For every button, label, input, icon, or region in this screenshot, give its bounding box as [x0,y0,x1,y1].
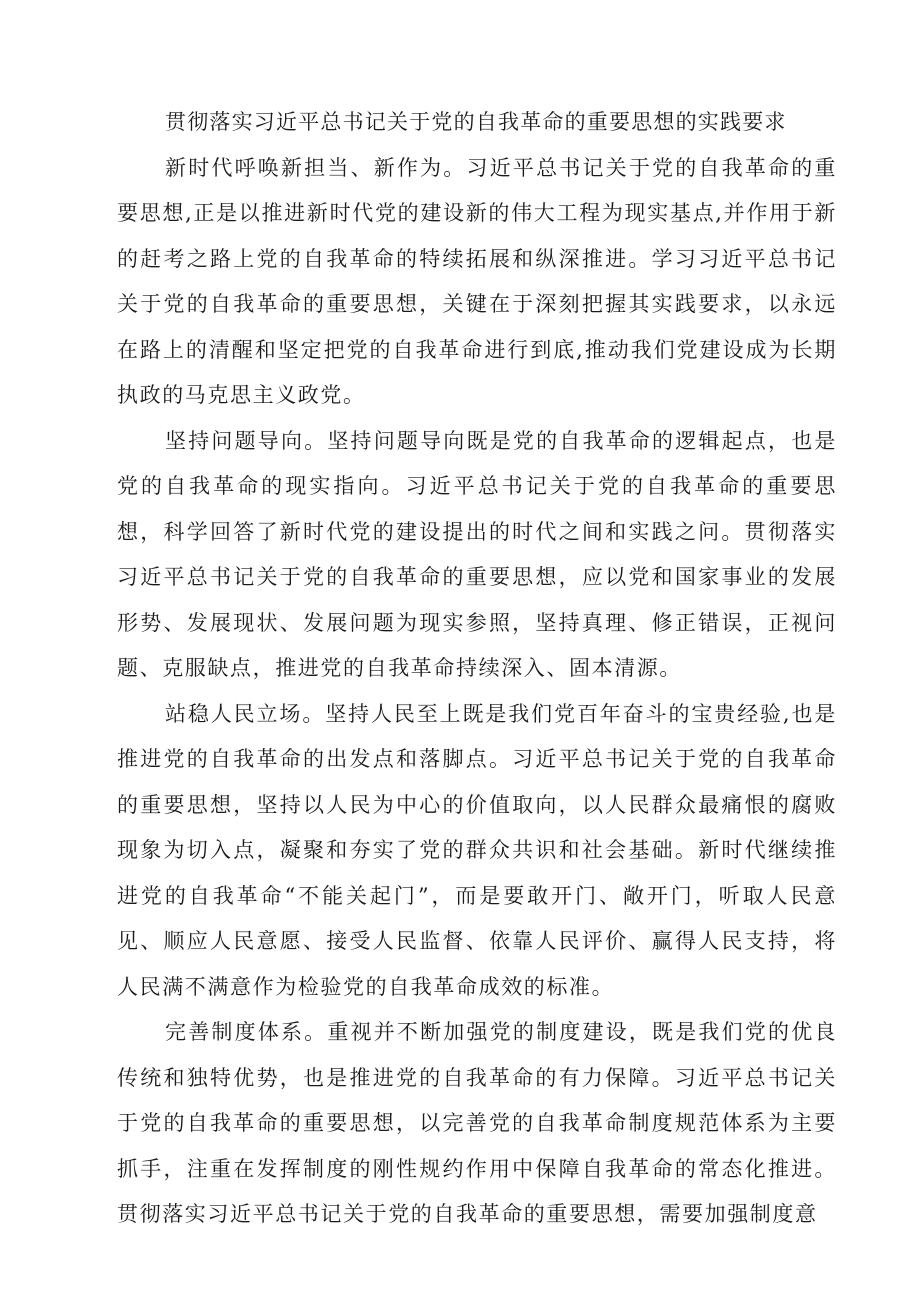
document-title: 贯彻落实习近平总书记关于党的自我革命的重要思想的实践要求 [165,110,787,134]
paragraph-intro: 新时代呼唤新担当、新作为。习近平总书记关于党的自我革命的重要思想,正是以推进新时代党的建设新的伟大工程为现实基点,并作用于新的赶考之路上党的自我革命的特续拓展和纵深推进。学习习近平总书记关于党的自我革命的重要思想，关键在于深刻把握其实践要求，以永远在路上的清醒和坚定把党的自我革命进行到底,推动我们党建设成为长期执政的马克思主义政党。 [117,155,837,407]
paragraph-people-stance: 站稳人民立场。坚持人民至上既是我们党百年奋斗的宝贵经验,也是推进党的自我革命的出发点和落脚点。习近平总书记关于党的自我革命的重要思想，坚持以人民为中心的价值取向，以人民群众最痛恨的腐败现象为切入点，凝聚和夯实了党的群众共识和社会基础。新时代继续推进党的自我革命“不能关起门”，而是要敢开门、敞开门，听取人民意见、顺应人民意愿、接受人民监督、依靠人民评价、赢得人民支持，将人民满不满意作为检验党的自我革命成效的标准。 [117,701,837,999]
document-body [117,100,837,1238]
paragraph-institutional-system: 完善制度体系。重视并不断加强党的制度建设，既是我们党的优良传统和独特优势，也是推进党的自我革命的有力保障。习近平总书记关于党的自我革命的重要思想，以完善党的自我革命制度规范体系为主要抓手，注重在发挥制度的刚性规约作用中保障自我革命的常态化推进。贯彻落实习近平总书记关于党的自我革命的重要思想，需要加强制度意 [117,1020,837,1226]
paragraph-problem-orientation: 坚持问题导向。坚持问题导向既是党的自我革命的逻辑起点，也是党的自我革命的现实指向。习近平总书记关于党的自我革命的重要思想，科学回答了新时代党的建设提出的时代之间和实践之问。贯彻落实习近平总书记关于党的自我革命的重要思想，应以党和国家事业的发展形势、发展现状、发展问题为现实参照，坚持真理、修正错误，正视问题、克服缺点，推进党的自我革命持续深入、固本清源。 [117,428,837,680]
